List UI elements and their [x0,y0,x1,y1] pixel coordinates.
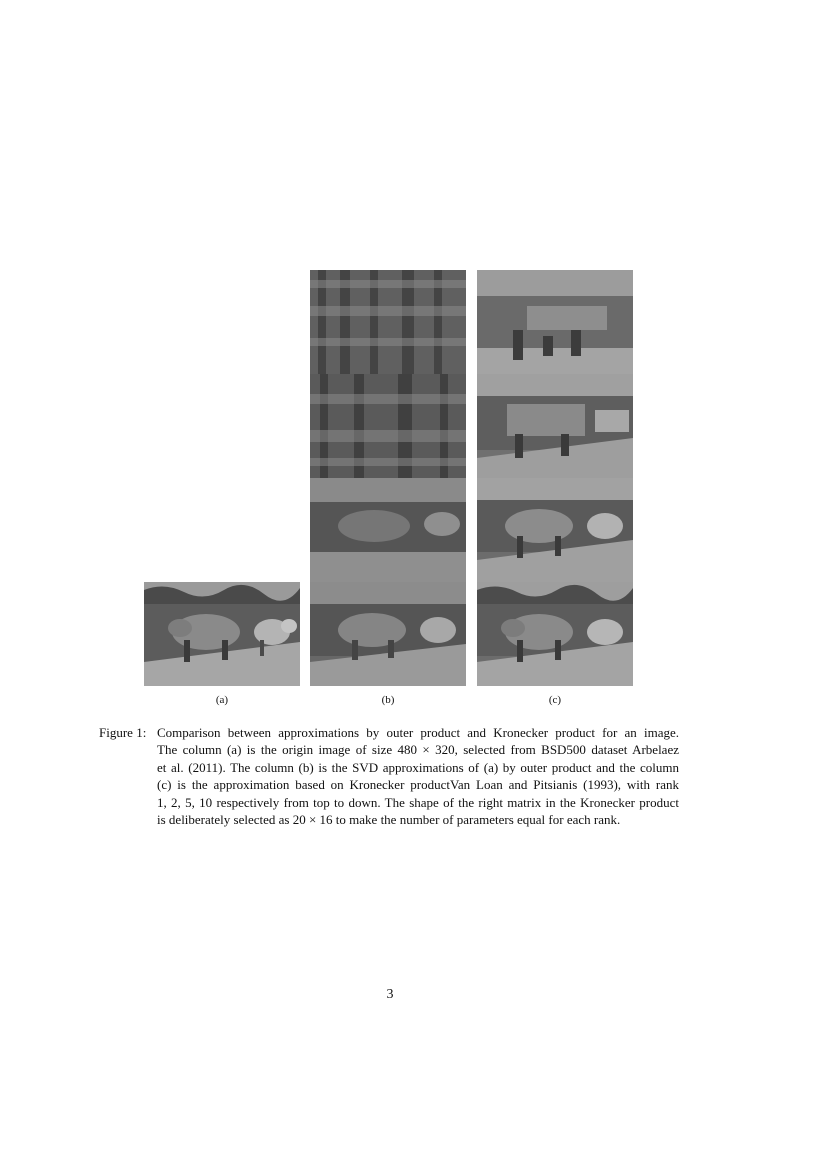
figure-caption [99,724,679,828]
kronecker-rank-1-graphic [477,270,633,374]
page-number: 3 [386,987,394,1002]
image-b-rank-10 [310,582,466,686]
svd-rank-1-graphic [310,270,466,374]
caption-line: et al. (2011). The column (b) is the SVD approximations of (a) by outer product and the column [157,759,679,775]
kronecker-rank-10-graphic [477,582,633,686]
image-c-rank-2 [477,374,633,478]
image-c-rank-1 [477,270,633,374]
image-b-rank-5 [310,478,466,582]
image-c-rank-10 [477,582,633,686]
subfigure-label-c: (c) [548,694,562,706]
svd-rank-10-graphic [310,582,466,686]
subfigure-label-b: (b) [381,694,395,706]
figure-label: Figure 1: [99,725,147,740]
caption-text [157,724,679,828]
image-c-rank-5 [477,478,633,582]
caption-line: The column (a) is the origin image of size 480 × 320, selected from BSD500 dataset Arbelaez [157,742,679,758]
caption-line: Comparison between approximations by outer product and Kronecker product for an image. [157,725,679,740]
image-b-rank-2 [310,374,466,478]
image-b-rank-1 [310,270,466,374]
caption-line: 1, 2, 5, 10 respectively from top to down. The shape of the right matrix in the Kronecker product [157,794,679,810]
caption-line: is deliberately selected as 20 × 16 to make the number of parameters equal for each rank. [157,812,621,828]
kronecker-rank-5-graphic [477,478,633,582]
kronecker-rank-2-graphic [477,374,633,478]
subfigure-label-a: (a) [215,694,229,706]
svd-rank-2-graphic [310,374,466,478]
bear-original-graphic [144,582,300,686]
svd-rank-5-graphic [310,478,466,582]
caption-line: (c) is the approximation based on Kronecker productVan Loan and Pitsianis (1993), with rank [157,777,679,793]
image-a-original [144,582,300,686]
